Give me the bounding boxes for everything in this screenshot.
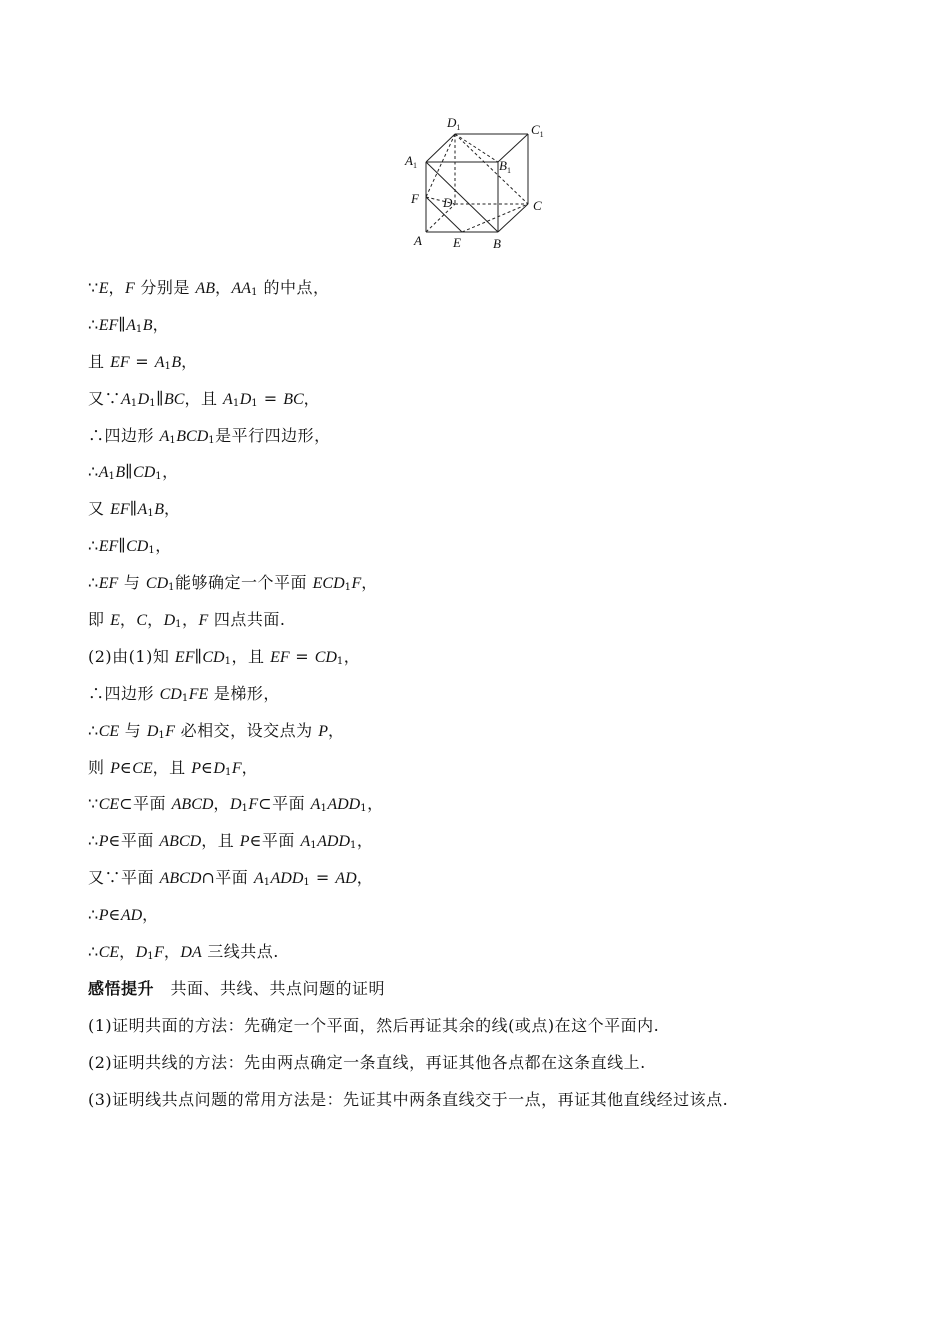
proof-line: $\therefore EF\parallel CD_1$， bbox=[88, 536, 172, 557]
summary-item: (3)证明线共点问题的常用方法是：先证其中两条直线交于一点，再证其他直线经过该点. bbox=[88, 1089, 729, 1109]
proof-line: 又∵平面 ABCD∩平面 $A_1ADD_1$ = AD， bbox=[88, 868, 374, 889]
proof-line: 即 E，C，$D_1$，F 四点共面. bbox=[88, 610, 286, 631]
segment-a1-b bbox=[426, 162, 498, 232]
summary-heading: 感悟提升 共面、共线、共点问题的证明 bbox=[88, 978, 386, 998]
label-b1: $B_1$ bbox=[499, 158, 511, 175]
proof-text bbox=[88, 276, 908, 1124]
label-c: C bbox=[533, 198, 542, 213]
label-e: E bbox=[453, 235, 461, 250]
proof-line: ∴四边形 $A_1BCD_1$是平行四边形， bbox=[88, 425, 331, 446]
edge-b-c bbox=[498, 204, 528, 232]
proof-line: ∴四边形 $CD_1FE$ 是梯形， bbox=[88, 683, 280, 704]
proof-line: ∴P∈AD， bbox=[88, 905, 159, 925]
summary-item: (2)证明共线的方法：先由两点确定一条直线，再证其他各点都在这条直线上. bbox=[88, 1052, 646, 1072]
proof-line: ∴CE 与 $D_1F$ 必相交，设交点为 P， bbox=[88, 720, 345, 741]
segment-d1-b1 bbox=[455, 134, 498, 162]
label-a1: $A_1$ bbox=[405, 153, 417, 170]
segment-d1-f bbox=[426, 134, 455, 197]
label-f: F bbox=[411, 191, 419, 206]
proof-line: ∴CE，$D_1F$，DA 三线共点. bbox=[88, 942, 279, 963]
proof-line: $\therefore EF\parallel A_1B$， bbox=[88, 314, 170, 335]
proof-line: $\therefore A_1B\parallel CD_1$， bbox=[88, 462, 179, 483]
proof-line: ∴P∈平面 ABCD，且 P∈平面 $A_1ADD_1$， bbox=[88, 831, 374, 852]
segment-e-c bbox=[462, 204, 528, 232]
proof-line: ∴EF 与 $CD_1$能够确定一个平面 $ECD_1F$， bbox=[88, 573, 378, 594]
proof-line: 且 EF = $A_1B$， bbox=[88, 351, 198, 372]
proof-line: 又 $EF\parallel A_1B$， bbox=[88, 499, 181, 520]
proof-line: ∵E，F 分别是 AB，$AA_1$ 的中点， bbox=[88, 278, 330, 298]
label-d: D bbox=[443, 195, 453, 210]
label-c1: $C_1$ bbox=[531, 122, 544, 139]
label-d1: $D_1$ bbox=[447, 115, 461, 132]
cube-figure bbox=[395, 112, 565, 257]
edge-a1-d1 bbox=[426, 134, 455, 162]
summary-item: (1)证明共面的方法：先确定一个平面，然后再证其余的线(或点)在这个平面内. bbox=[88, 1015, 660, 1035]
proof-line: ∵CE⊂平面 ABCD，$D_1F\subset$平面 $A_1ADD_1$， bbox=[88, 794, 384, 815]
label-a: A bbox=[414, 233, 422, 248]
proof-line: 则 P∈CE，且 $P\in D_1F$， bbox=[88, 757, 259, 778]
proof-line: (2)由(1)知 $EF\parallel CD_1$，且 EF = $CD_1$， bbox=[88, 646, 361, 667]
proof-line: 又$\because A_1D_1\parallel BC$，且 $A_1D_1$ = BC， bbox=[88, 388, 321, 409]
label-b: B bbox=[493, 236, 501, 251]
